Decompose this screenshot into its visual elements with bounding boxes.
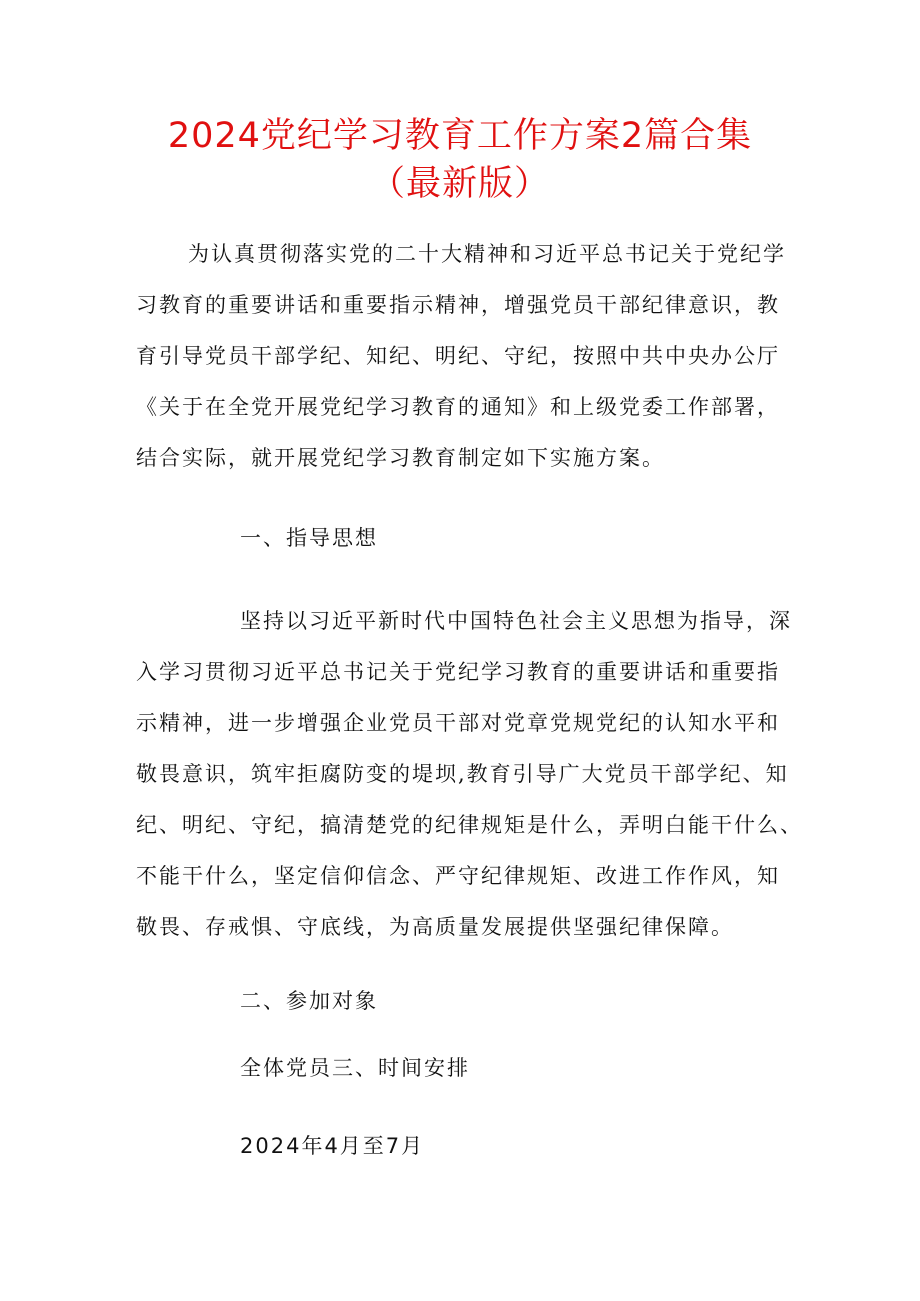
document-title: 2024党纪学习教育工作方案2篇合集 bbox=[167, 116, 753, 156]
paragraph-line: 纪、明纪、守纪，搞清楚党的纪律规矩是什么，弄明白能干什么、 bbox=[136, 813, 803, 837]
intro-line: 结合实际，就开展党纪学习教育制定如下实施方案。 bbox=[136, 446, 665, 470]
paragraph-line: 敬畏意识，筑牢拒腐防变的堤坝,教育引导广大党员干部学纪、知 bbox=[136, 762, 789, 786]
guiding-ideology-paragraph bbox=[136, 596, 803, 953]
participants-text: 全体党员三、时间安排 bbox=[240, 1056, 470, 1080]
intro-line: 为认真贯彻落实党的二十大精神和习近平总书记关于党纪学 bbox=[188, 242, 786, 266]
paragraph-line: 坚持以习近平新时代中国特色社会主义思想为指导，深 bbox=[240, 609, 792, 633]
paragraph-line: 敬畏、存戒惧、守底线，为高质量发展提供坚强纪律保障。 bbox=[136, 915, 734, 939]
paragraph-line: 示精神，进一步增强企业党员干部对党章党规党纪的认知水平和 bbox=[136, 711, 780, 735]
intro-line: 习教育的重要讲话和重要指示精神，增强党员干部纪律意识，教 bbox=[136, 293, 780, 317]
paragraph-line: 不能干什么，坚定信仰信念、严守纪律规矩、改进工作作风，知 bbox=[136, 864, 780, 888]
intro-paragraph bbox=[136, 229, 796, 484]
paragraph-line: 入学习贯彻习近平总书记关于党纪学习教育的重要讲话和重要指 bbox=[136, 660, 780, 684]
document-subtitle: （最新版） bbox=[369, 164, 550, 204]
section-heading-guiding-ideology: 一、指导思想 bbox=[240, 526, 378, 550]
intro-line: 《关于在全党开展党纪学习教育的通知》和上级党委工作部署， bbox=[136, 395, 780, 419]
schedule-text: 2024年4月至7月 bbox=[240, 1134, 425, 1158]
intro-line: 育引导党员干部学纪、知纪、明纪、守纪，按照中共中央办公厅 bbox=[136, 344, 780, 368]
section-heading-participants: 二、参加对象 bbox=[240, 989, 378, 1013]
